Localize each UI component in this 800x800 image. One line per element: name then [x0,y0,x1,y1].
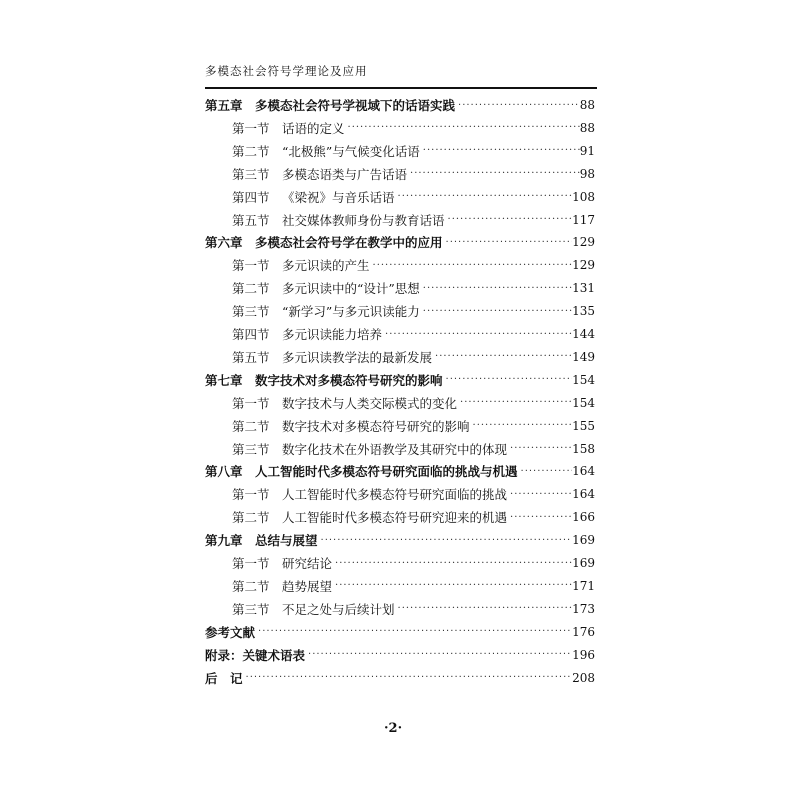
toc-entry-title: 《梁祝》与音乐话语 [282,189,395,205]
toc-entry-page: 117 [572,212,595,227]
dot-leader [332,558,572,569]
toc-entry-title: 多模态社会符号学视域下的话语实践 [255,98,456,113]
toc-entry-title: 趋势展望 [282,578,333,594]
toc-chapter-entry [205,644,595,666]
dot-leader [507,443,572,454]
toc-entry-page: 108 [572,189,595,204]
toc-entry-title: 数字技术与人类交际模式的变化 [282,395,458,411]
toc-entry-number: 第一节 [232,556,270,571]
toc-entry-page: 196 [572,647,595,662]
dot-leader [457,397,572,408]
dot-leader [507,489,572,500]
dot-leader [395,603,573,614]
dot-leader [420,283,572,294]
toc-entry-page: 149 [572,349,595,364]
dot-leader [455,100,580,111]
toc-entry-page: 154 [572,395,595,410]
toc-entry-number: 第一节 [232,395,270,411]
toc-entry-title: 研究结论 [282,556,333,571]
toc-section-entry [232,117,595,139]
toc-entry-title: 数字技术对多模态符号研究的影响 [255,372,443,388]
dot-leader [305,649,572,660]
toc-section-entry [232,277,595,299]
toc-entry-number: 第四节 [232,189,270,205]
toc-entry-page: 169 [572,533,595,548]
toc-entry-title: 不足之处与后续计划 [282,601,395,617]
toc-entry-page: 91 [579,143,595,158]
toc-entry-page: 173 [572,601,595,616]
toc-entry-title: 多元识读教学法的最新发展 [282,349,433,365]
toc-section-entry [232,140,595,162]
dot-leader [370,260,573,271]
dot-leader [420,145,580,156]
toc-entry-title: 总结与展望 [255,533,318,549]
toc-section-entry [232,392,595,414]
toc-chapter-entry [205,621,595,643]
toc-entry-number: 第六章 [205,235,243,251]
toc-entry-page: 135 [572,304,595,319]
toc-entry-title: 多模态语类与广告话语 [282,166,408,182]
dot-leader [407,168,580,179]
toc-entry-page: 129 [572,258,595,273]
toc-entry-title: 数字技术对多模态符号研究的影响 [282,418,470,434]
toc-entry-number: 第一节 [232,487,270,503]
toc-chapter-entry [205,460,595,482]
toc-entry-number: 第一节 [232,120,270,136]
toc-entry-number: 第九章 [205,533,243,549]
dot-leader [332,580,572,591]
toc-entry-page: 88 [579,98,595,112]
dot-leader [318,535,573,546]
toc-entry-page: 144 [572,327,595,341]
toc-entry-number: 第一节 [232,258,270,274]
toc-entry-number: 第三节 [232,601,270,617]
toc-entry-title: “北极熊”与气候变化话语 [282,143,420,159]
toc-section-entry [232,506,595,528]
dot-leader [432,351,572,362]
dot-leader [345,122,580,133]
dot-leader [445,214,573,225]
toc-entry-number: 第三节 [232,441,270,457]
dot-leader [507,512,572,523]
toc-entry-title: 社交媒体教师身份与教育话语 [282,212,445,228]
toc-chapter-entry [205,667,595,689]
dot-leader [420,306,572,317]
toc-entry-number: 第三节 [232,304,270,320]
toc-entry-number: 第五节 [232,212,270,228]
toc-entry-page: 169 [572,556,595,570]
toc-entry-number: 第二节 [232,281,270,297]
toc-entry-number: 第二节 [232,143,270,159]
toc-chapter-entry [205,231,595,253]
toc-entry-title: 多元识读的产生 [282,258,370,274]
toc-section-entry [232,483,595,505]
toc-section-entry [232,415,595,437]
toc-section-entry [232,552,595,574]
toc-entry-page: 131 [572,281,595,296]
toc-entry-number: 第五节 [232,349,270,365]
toc-entry-page: 88 [579,120,595,135]
dot-leader [395,191,573,202]
toc-chapter-entry [205,369,595,391]
toc-entry-page: 164 [572,487,595,502]
toc-entry-number: 第七章 [205,372,243,388]
toc-entry-title: 多元识读能力培养 [282,327,383,342]
toc-entry-number: 第二节 [232,510,270,526]
toc-entry-number: 第二节 [232,418,270,434]
header-rule [205,87,597,89]
toc-entry-title: 人工智能时代多模态符号研究迎来的机遇 [282,510,508,526]
toc-section-entry [232,254,595,276]
toc-section-entry [232,186,595,208]
toc-entry-title: 后 记 [205,670,243,686]
toc-section-entry [232,438,595,460]
toc-section-entry [232,163,595,185]
toc-entry-title: 人工智能时代多模态符号研究面临的挑战与机遇 [255,464,518,480]
toc-entry-page: 158 [572,441,595,456]
toc-entry-page: 171 [572,578,595,593]
toc-chapter-entry [205,94,595,116]
toc-entry-number: 第五章 [205,98,243,113]
page-number: ·2· [384,721,403,736]
toc-section-entry [232,209,595,231]
toc-entry-title: 人工智能时代多模态符号研究面临的挑战 [282,487,508,503]
toc-entry-title: 数字化技术在外语教学及其研究中的体现 [282,441,508,457]
toc-entry-page: 176 [572,624,595,639]
toc-entry-page: 98 [579,166,595,181]
toc-entry-page: 164 [572,464,595,479]
toc-entry-title: 参考文献 [205,624,256,640]
toc-entry-title: “新学习”与多元识读能力 [282,304,420,320]
dot-leader [443,237,573,248]
dot-leader [518,466,573,477]
dot-leader [255,626,572,637]
toc-entry-page: 208 [572,670,595,685]
toc-entry-page: 129 [572,235,595,250]
toc-entry-title: 多模态社会符号学在教学中的应用 [255,235,443,251]
toc-entry-title: 附录：关键术语表 [205,647,306,663]
toc-entry-page: 154 [572,372,595,387]
toc-entry-number: 第三节 [232,166,270,182]
dot-leader [382,329,572,340]
running-head: 多模态社会符号学理论及应用 [205,64,368,78]
toc-section-entry [232,575,595,597]
dot-leader [470,420,573,431]
dot-leader [243,672,573,683]
toc-section-entry [232,346,595,368]
toc-section-entry [232,323,595,345]
toc-chapter-entry [205,529,595,551]
dot-leader [443,374,573,385]
toc-entry-page: 166 [572,510,595,525]
toc-section-entry [232,300,595,322]
toc-entry-title: 多元识读中的“设计”思想 [282,281,420,297]
toc-entry-title: 话语的定义 [282,120,345,136]
toc-section-entry [232,598,595,620]
toc-entry-number: 第四节 [232,327,270,342]
toc-entry-number: 第二节 [232,578,270,594]
toc-entry-number: 第八章 [205,464,243,480]
toc-entry-page: 155 [572,418,595,433]
